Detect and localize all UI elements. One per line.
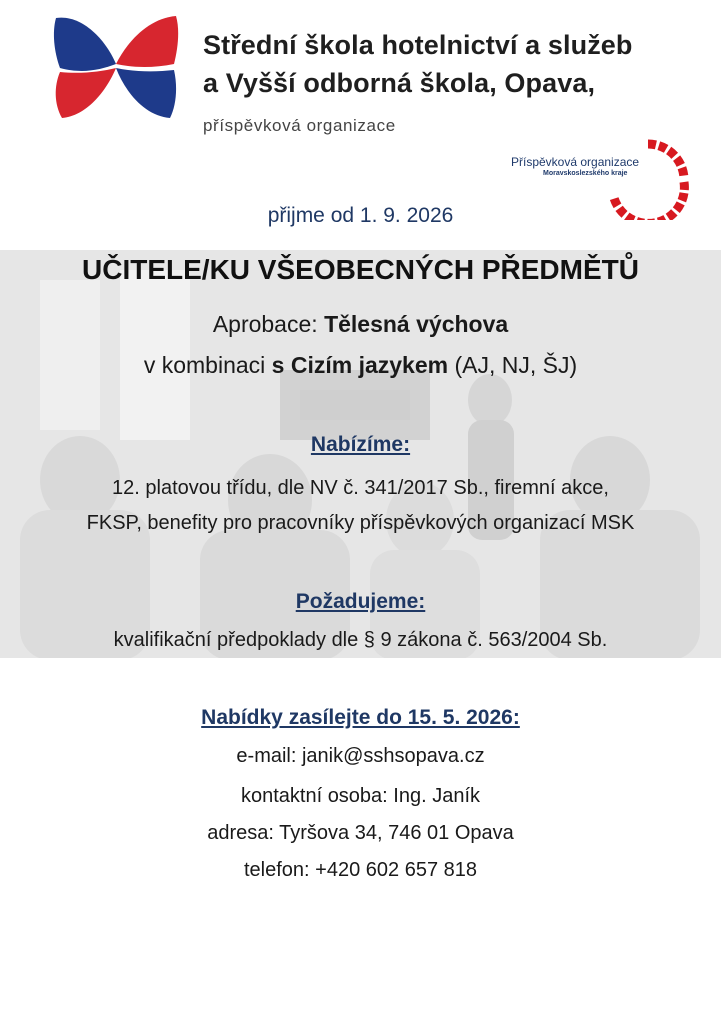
school-name-line2: a Vyšší odborná škola, Opava,: [203, 68, 596, 98]
offer-line2: FKSP, benefity pro pracovníky příspěvkových organizací MSK: [86, 512, 635, 534]
contact-phone: telefon: +420 602 657 818: [244, 859, 477, 881]
kombinace-line: [0, 352, 721, 379]
msk-logo-title: Příspěvková organizace: [511, 155, 640, 169]
requirements-line1: kvalifikační předpoklady dle § 9 zákona č. 563/2004 Sb.: [113, 629, 608, 651]
offer-heading: Nabízíme:: [310, 433, 411, 456]
aprobace-value: Tělesná výchova: [324, 311, 509, 337]
school-name-line1: Střední škola hotelnictví a služeb: [203, 30, 633, 60]
offer-line1: 12. platovou třídu, dle NV č. 341/2017 Sb., firemní akce,: [112, 477, 609, 499]
msk-logo-subtitle: Moravskoslezského kraje: [543, 170, 628, 177]
kombinace-suffix: (AJ, NJ, ŠJ): [448, 352, 578, 378]
contact-heading: Nabídky zasílejte do 15. 5. 2026:: [201, 706, 520, 729]
contact-person: kontaktní osoba: Ing. Janík: [240, 785, 481, 807]
contact-address: adresa: Tyršova 34, 746 01 Opava: [207, 822, 514, 844]
contact-email: e-mail: janik@sshsopava.cz: [236, 745, 485, 767]
aprobace-label: Aprobace:: [212, 311, 325, 337]
school-logo-icon: [52, 12, 180, 120]
kombinace-prefix: v kombinaci: [143, 352, 272, 378]
job-title: UČITELE/KU VŠEOBECNÝCH PŘEDMĚTŮ: [82, 254, 639, 285]
school-subtitle: příspěvková organizace: [203, 116, 396, 135]
kombinace-bold: s Cizím jazykem: [271, 352, 449, 378]
requirements-heading: Požadujeme:: [295, 590, 426, 613]
aprobace-line: [0, 311, 721, 338]
start-date-line: přijme od 1. 9. 2026: [267, 204, 454, 227]
